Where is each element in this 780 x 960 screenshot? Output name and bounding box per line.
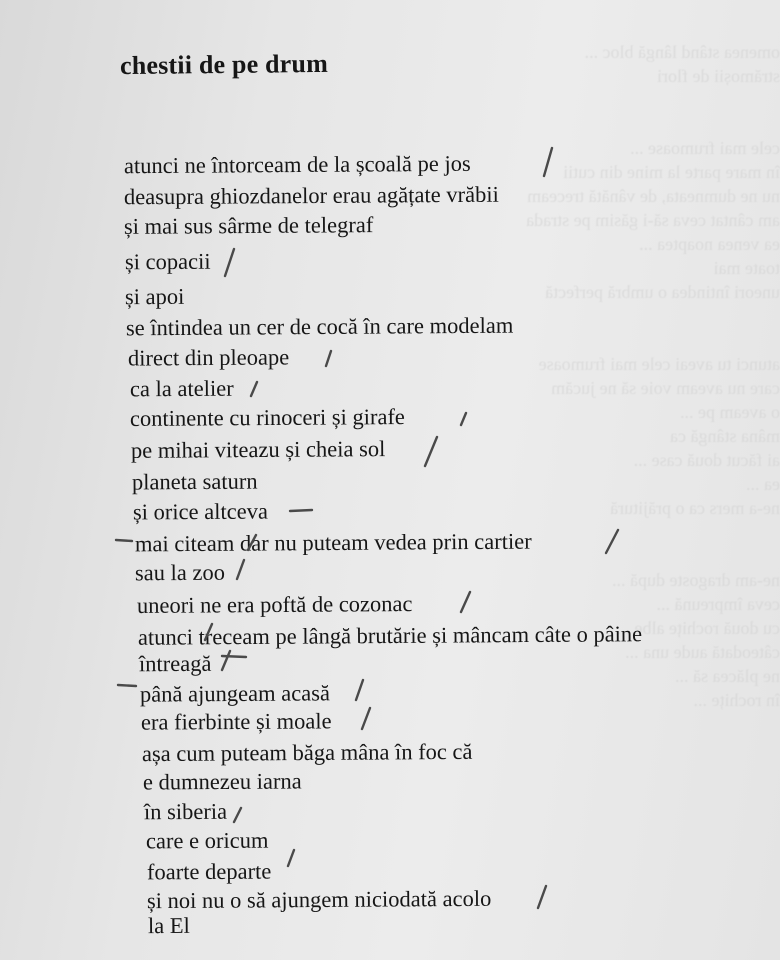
poem-line: foarte departe — [146, 858, 272, 885]
poem-line: continente cu rinoceri și girafe — [129, 404, 405, 431]
poem-line: în siberia — [143, 798, 228, 825]
poem-line: atunci treceam pe lângă brutărie și mâncam câte o pâine — [137, 621, 643, 650]
poem-line: mai citeam dar nu puteam vedea prin cartier — [134, 528, 532, 557]
poem-line: sau la zoo — [134, 559, 226, 586]
poem-line: ca la atelier — [129, 375, 234, 402]
poem-line: și orice altceva — [132, 498, 269, 525]
poem-line: așa cum puteam băga mâna în foc că — [141, 738, 473, 767]
poem-line: și copacii — [124, 248, 211, 275]
poem-line: pe mihai viteazu și cheia sol — [130, 436, 386, 463]
poem-line: uneori ne era poftă de cozonac — [136, 591, 413, 618]
poem-line: atunci ne întorceam de la școală pe jos — [123, 150, 471, 179]
poem-line: până ajungeam acasă — [139, 680, 330, 707]
poem-line: deasupra ghiozdanelor erau agățate vrăbii — [123, 181, 499, 210]
poem-line: e dumnezeu iarna — [142, 768, 302, 795]
poem-line: era fierbinte și moale — [140, 708, 332, 735]
poem-line: și mai sus sârme de telegraf — [123, 212, 374, 239]
poem-line: și apoi — [124, 283, 185, 310]
poem-line: întreagă — [138, 650, 212, 677]
poem-line: planeta saturn — [131, 468, 258, 495]
poem-line: și noi nu o să ajungem niciodată acolo — [146, 885, 492, 914]
poem-title: chestii de pe drum — [119, 48, 329, 81]
poem-line: direct din pleoape — [127, 344, 290, 371]
poem-line: care e oricum — [145, 827, 269, 854]
poem-line: se întindea un cer de cocă în care modelam — [125, 312, 514, 341]
show-through-text: omenea stând lângă bloc ... strămoșii de flori cele mai frumoase ... în mare parte la mine din cutii nu ne dumneata, de vânătă treceam am cântat ceva să-i găsim pe strada ea venea noaptea ... toate mai uneori întindea o umbră perfectă atunci tu aveai cele mai frumoase care nu aveam voie să ne jucăm o aveam pe ... mâna stângă ca ai făcut două case ... ea ... ne-a mers ca o prăjitură ne-am dragoste după ... ceva împreună ... cu două rochițe albe ... câteodată aude una ... ne plăcea să ... în rochițe ... — [526, 42, 780, 710]
poem-line: la El — [147, 912, 190, 939]
